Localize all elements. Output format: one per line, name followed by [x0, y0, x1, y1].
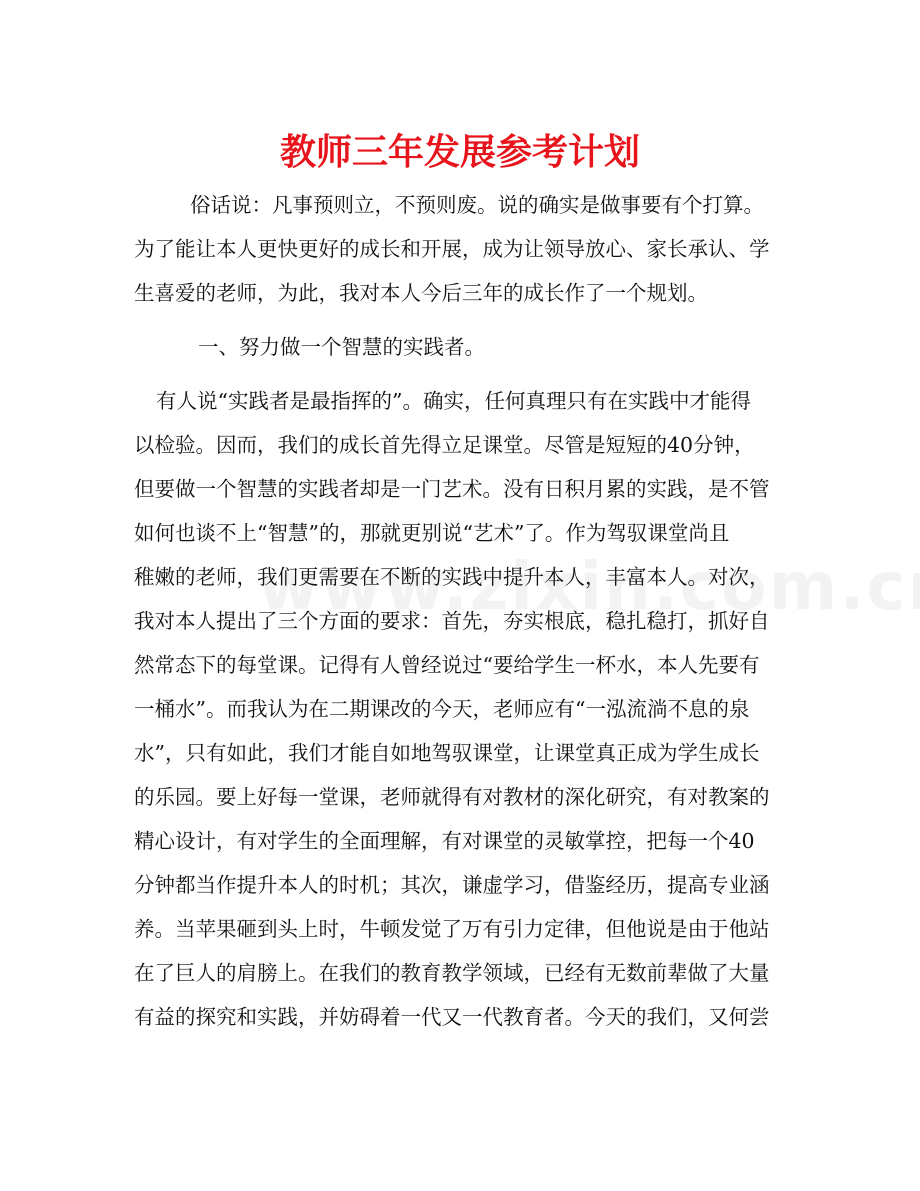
paragraph-line: 在了巨人的肩膀上。在我们的教育教学领域，已经有无数前辈做了大量: [134, 961, 770, 985]
paragraph-line: 以检验。因而，我们的成长首先得立足课堂。尽管是短短的40分钟，: [134, 433, 755, 457]
document-body: [134, 183, 790, 1039]
section-heading: 一、努力做一个智慧的实践者。: [198, 335, 485, 359]
paragraph-line: 我对本人提出了三个方面的要求：首先，夯实根底，稳扎稳打，抓好自: [134, 609, 770, 633]
paragraph-line: 的乐园。要上好每一堂课，老师就得有对教材的深化研究，有对教案的: [134, 785, 770, 809]
paragraph-line: 然常态下的每堂课。记得有人曾经说过“要给学生一杯水，本人先要有: [134, 653, 760, 677]
paragraph-line: 稚嫩的老师，我们更需要在不断的实践中提升本人，丰富本人。对次，: [134, 565, 770, 589]
paragraph-line: 有益的探究和实践，并妨碍着一代又一代教育者。今天的我们，又何尝: [134, 1005, 770, 1029]
paragraph-line: 有人说“实践者是最指挥的”。确实，任何真理只有在实践中才能得: [156, 389, 751, 413]
document-title: 教师三年发展参考计划: [279, 131, 640, 173]
paragraph-line: 养。当苹果砸到头上时，牛顿发觉了万有引力定律，但他说是由于他站: [134, 917, 770, 941]
paragraph-line: 分钟都当作提升本人的时机；其次，谦虚学习，借鉴经历，提高专业涵: [134, 873, 770, 897]
paragraph-line: 生喜爱的老师，为此，我对本人今后三年的成长作了一个规划。: [134, 281, 708, 305]
paragraph-line: 如何也谈不上“智慧”的，那就更别说“艺术”了。作为驾驭课堂尚且: [134, 521, 730, 545]
paragraph-line: 精心设计，有对学生的全面理解，有对课堂的灵敏掌控，把每一个40: [134, 829, 755, 853]
paragraph-line: 俗话说：凡事预则立，不预则废。说的确实是做事要有个打算。: [190, 193, 764, 217]
paragraph-line: 水”，只有如此，我们才能自如地驾驭课堂，让课堂真正成为学生成长: [134, 741, 760, 765]
paragraph-line: 一桶水”。而我认为在二期课改的今天，老师应有“一泓流淌不息的泉: [134, 697, 750, 721]
paragraph-line: 但要做一个智慧的实践者却是一门艺术。没有日积月累的实践，是不管: [134, 477, 770, 501]
paragraph-line: 为了能让本人更快更好的成长和开展，成为让领导放心、家长承认、学: [134, 237, 770, 261]
